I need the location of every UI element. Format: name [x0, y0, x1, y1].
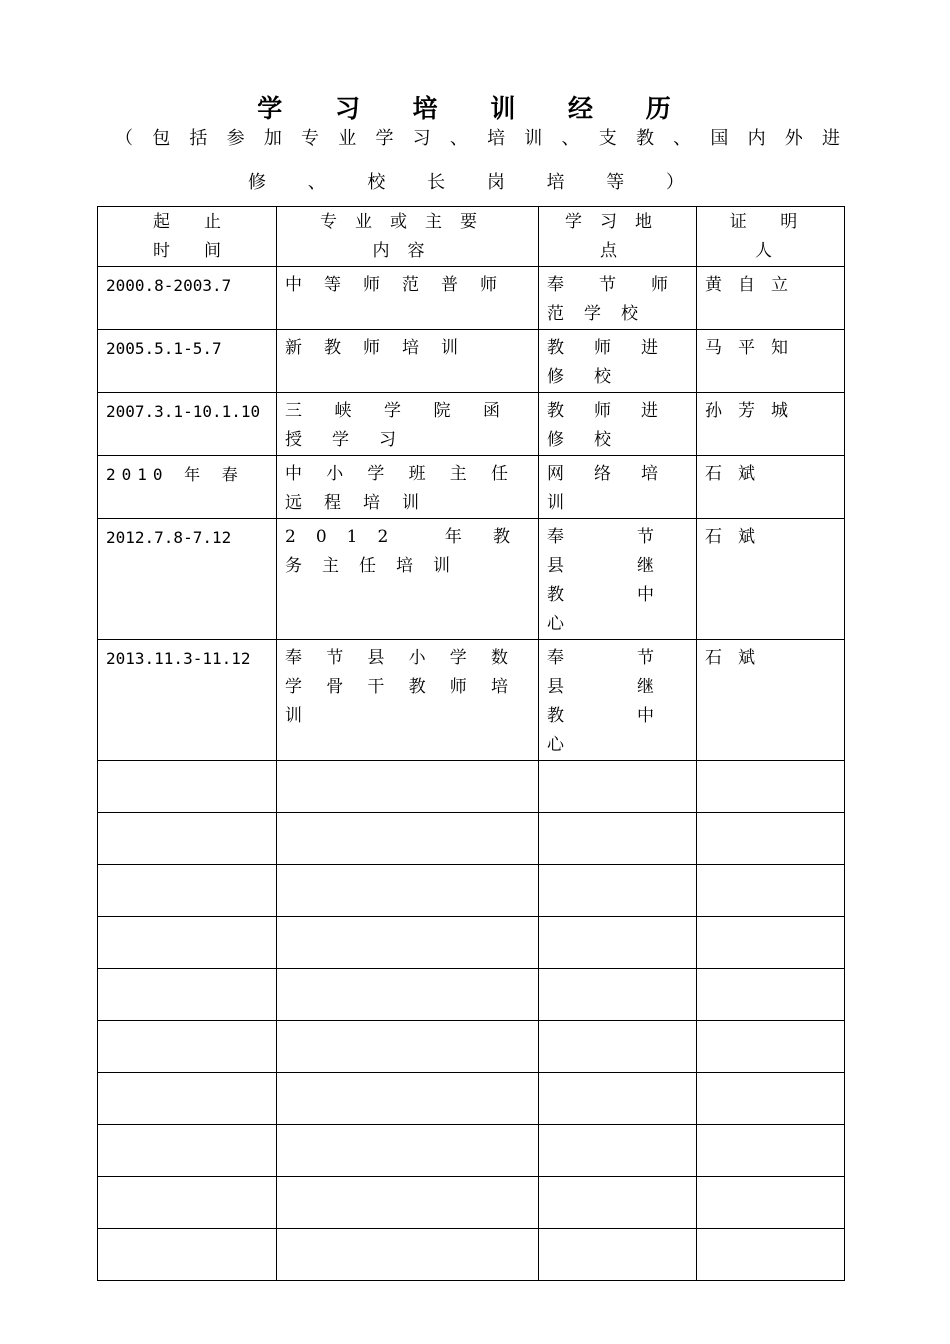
training-history-table: [97, 206, 845, 1281]
header-witness: [697, 207, 845, 267]
row-content: [277, 330, 539, 393]
row-witness-text: 孙芳城: [705, 401, 804, 421]
row-content: [277, 267, 539, 330]
subtitle-line-1: （ 包 括 参 加 专 业 学 习 、 培 训 、 支 教 、 国 内 外 进: [115, 128, 840, 149]
header-witness-label: 证 明 人: [729, 211, 812, 261]
row-place: [539, 330, 697, 393]
page-title: 学 习 培 训 经 历: [257, 94, 693, 123]
table-row: [98, 640, 845, 761]
row-place: [539, 640, 697, 761]
empty-cell: [697, 761, 845, 813]
row-place-text: 奉节县继教中心: [547, 648, 688, 755]
empty-cell: [98, 865, 277, 917]
empty-cell: [697, 1125, 845, 1177]
empty-cell: [697, 1229, 845, 1281]
empty-cell: [98, 969, 277, 1021]
empty-cell: [539, 865, 697, 917]
empty-cell: [539, 813, 697, 865]
row-place-text: 奉节师范学校: [547, 275, 688, 324]
empty-cell: [277, 1021, 539, 1073]
row-witness: [697, 640, 845, 761]
table-header-row: [98, 207, 845, 267]
empty-cell: [539, 969, 697, 1021]
row-date: 2013.11.3-11.12: [98, 640, 277, 761]
row-content: [277, 456, 539, 519]
empty-cell: [98, 761, 277, 813]
empty-cell: [98, 917, 277, 969]
empty-cell: [539, 1073, 697, 1125]
empty-cell: [277, 917, 539, 969]
header-content: [277, 207, 539, 267]
row-place: [539, 519, 697, 640]
row-content-text: 奉节县小学数学骨干教师培训: [285, 648, 530, 726]
empty-cell: [277, 1125, 539, 1177]
empty-cell: [539, 761, 697, 813]
empty-cell: [539, 1021, 697, 1073]
empty-cell: [697, 917, 845, 969]
empty-cell: [98, 1229, 277, 1281]
table-row-empty: [98, 1125, 845, 1177]
empty-cell: [277, 761, 539, 813]
row-date: 2005.5.1-5.7: [98, 330, 277, 393]
empty-cell: [539, 1229, 697, 1281]
row-witness-text: 马平知: [705, 338, 804, 358]
header-date: [98, 207, 277, 267]
table-row: [98, 330, 845, 393]
empty-cell: [98, 1073, 277, 1125]
table-row: [98, 519, 845, 640]
empty-cell: [277, 813, 539, 865]
table-row-empty: [98, 969, 845, 1021]
table-row-empty: [98, 813, 845, 865]
row-witness: [697, 519, 845, 640]
empty-cell: [539, 917, 697, 969]
empty-cell: [697, 813, 845, 865]
table-row-empty: [98, 1021, 845, 1073]
header-place: [539, 207, 697, 267]
row-witness-text: 黄自立: [705, 275, 804, 295]
table-row-empty: [98, 1229, 845, 1281]
table-row-empty: [98, 1177, 845, 1229]
table-row-empty: [98, 865, 845, 917]
row-content-text: 中小学班主任远程培训: [285, 464, 530, 513]
row-witness-text: 石斌: [705, 464, 771, 484]
row-witness: [697, 267, 845, 330]
empty-cell: [98, 813, 277, 865]
row-witness-text: 石斌: [705, 648, 771, 668]
row-place: [539, 456, 697, 519]
row-place-text: 教师进修校: [547, 338, 688, 387]
row-date: 2012.7.8-7.12: [98, 519, 277, 640]
row-witness-text: 石斌: [705, 527, 771, 547]
empty-cell: [539, 1125, 697, 1177]
empty-cell: [277, 1073, 539, 1125]
row-content-text: 中等师范普师: [285, 275, 519, 295]
row-place-text: 网络培训: [547, 464, 688, 513]
header-content-label: 专业或主要内容: [320, 211, 495, 261]
row-witness: [697, 330, 845, 393]
header-date-line1: 起 止: [153, 211, 221, 232]
row-place: [539, 267, 697, 330]
empty-cell: [277, 1177, 539, 1229]
table-row: [98, 393, 845, 456]
row-content-text: 2012 年教务主任培训: [285, 527, 530, 576]
row-content-text: 新教师培训: [285, 338, 480, 358]
table-row-empty: [98, 917, 845, 969]
table-row: [98, 456, 845, 519]
empty-cell: [277, 969, 539, 1021]
subtitle-line-2: 修 、 校 长 岗 培 等 ）: [247, 172, 703, 193]
empty-cell: [98, 1021, 277, 1073]
row-date: [98, 456, 277, 519]
table-row-empty: [98, 1073, 845, 1125]
row-date-text: 2010 年 春: [106, 465, 244, 484]
header-place-label: 学习地点: [565, 211, 670, 261]
empty-cell: [277, 1229, 539, 1281]
empty-cell: [277, 865, 539, 917]
row-witness: [697, 456, 845, 519]
empty-cell: [539, 1177, 697, 1229]
empty-cell: [98, 1125, 277, 1177]
header-date-line2: 时 间: [153, 240, 221, 261]
row-witness: [697, 393, 845, 456]
row-place: [539, 393, 697, 456]
empty-cell: [697, 1021, 845, 1073]
row-date: 2007.3.1-10.1.10: [98, 393, 277, 456]
empty-cell: [98, 1177, 277, 1229]
row-content: [277, 640, 539, 761]
row-content: [277, 519, 539, 640]
empty-cell: [697, 1073, 845, 1125]
empty-cell: [697, 865, 845, 917]
row-date: 2000.8-2003.7: [98, 267, 277, 330]
row-place-text: 教师进修校: [547, 401, 688, 450]
row-content-text: 三峡学院函授学习: [285, 401, 530, 450]
row-place-text: 奉节县继教中心: [547, 527, 688, 634]
row-content: [277, 393, 539, 456]
table-row-empty: [98, 761, 845, 813]
empty-cell: [697, 1177, 845, 1229]
empty-cell: [697, 969, 845, 1021]
table-row: [98, 267, 845, 330]
